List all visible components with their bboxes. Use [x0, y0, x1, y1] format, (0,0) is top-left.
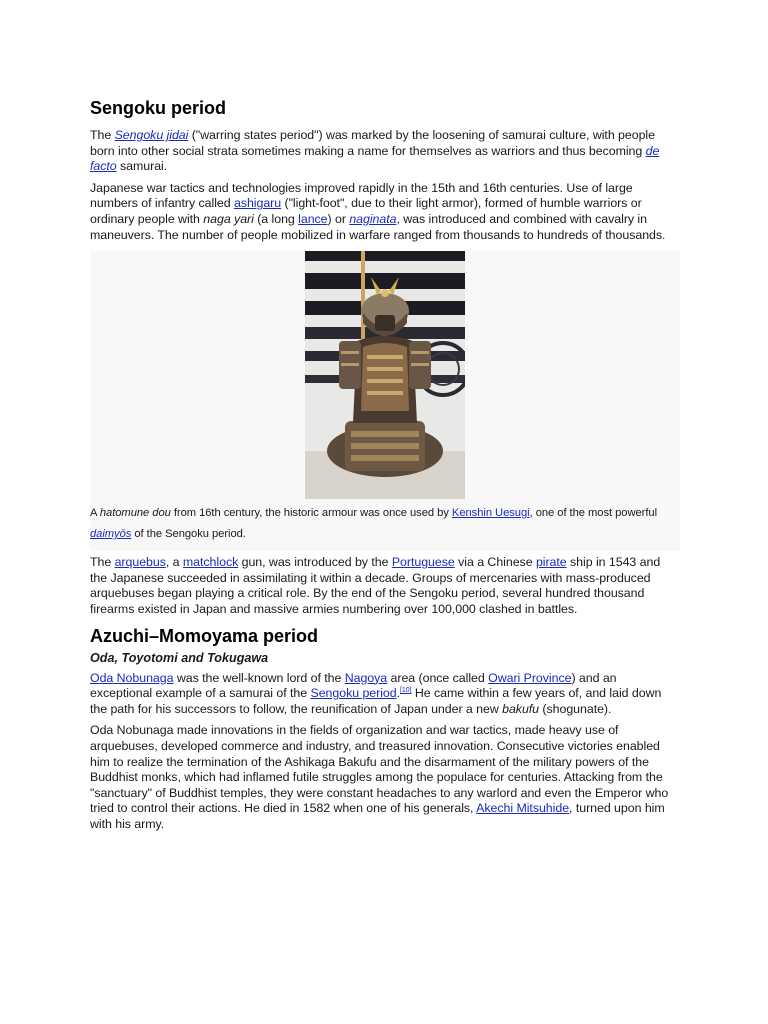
text: He came within a few years of, and laid down the path for his successors to follow, the reunification of Japan under a new	[90, 686, 662, 716]
link-lance[interactable]: lance	[298, 211, 328, 226]
text: , was introduced and combined with cavalry in maneuvers. The number of people mobilized in warfare ranged from thousands to hundreds of thousands.	[90, 211, 666, 242]
text-bakufu: bakufu	[502, 701, 540, 716]
section-heading-azuchi-momoyama: Azuchi–Momoyama period	[90, 625, 319, 646]
text: The	[90, 128, 115, 142]
link-de-facto[interactable]: de facto	[90, 143, 660, 174]
text: ) and an exceptional example of a samurai of the	[90, 670, 617, 701]
text-hatomune-dou: hatomune dou	[99, 507, 171, 520]
link-akechi-mitsuhide[interactable]: Akechi Mitsuhide	[476, 801, 570, 816]
text: ) or	[327, 211, 350, 226]
link-arquebus[interactable]: arquebus	[114, 555, 166, 570]
link-naginata[interactable]: naginata	[349, 211, 397, 226]
link-owari-province[interactable]: Owari Province	[488, 670, 572, 685]
text: of the Sengoku period.	[131, 528, 246, 541]
link-pirate[interactable]: pirate	[535, 555, 567, 570]
link-nagoya[interactable]: Nagoya	[344, 670, 388, 685]
armour-image[interactable]	[305, 251, 465, 499]
text: ("light-foot", due to their light armor), formed of humble warriors or ordinary people with	[90, 196, 642, 226]
armour-photo-illustration	[305, 251, 465, 499]
paragraph-oda-nobunaga	[90, 671, 680, 718]
text: Japanese war tactics and technologies improved rapidly in the 15th and 16th centuries. Use of large numbers of infantry called	[90, 180, 633, 211]
paragraph-arquebus	[90, 555, 680, 617]
text: The	[90, 555, 115, 570]
text: via a Chinese	[454, 555, 536, 570]
paragraph-war-tactics	[90, 181, 680, 243]
text: gun, was introduced by the	[238, 555, 392, 570]
text: , a	[165, 555, 183, 570]
paragraph-sengoku-intro	[90, 128, 680, 175]
text-naga-yari: naga yari	[203, 211, 254, 226]
link-oda-nobunaga[interactable]: Oda Nobunaga	[90, 670, 174, 685]
link-portuguese[interactable]: Portuguese	[391, 555, 455, 570]
text: , turned upon him with his army.	[90, 801, 665, 831]
text: was the well-known lord of the	[173, 670, 345, 685]
text: Oda Nobunaga made innovations in the fields of organization and war tactics, made heavy use of arquebuses, developed commerce and industry, and treasured innovation. Consecutive victories enabled him to realize the termination of the Ashikaga Bakufu and the disarmament of the military powers of the Buddhist monks, which had inflamed futile struggles among the populace for centuries. Attacking from the "sanctuary" of Buddhist temples, they were constant headaches to any warlord and even the Emperor who tried to control their actions. He died in 1582 when one of his generals,	[90, 723, 669, 816]
article-content	[90, 96, 680, 838]
figure-caption	[90, 503, 680, 545]
text: (shogunate).	[539, 701, 612, 716]
subsection-heading: Oda, Toyotomi and Tokugawa	[90, 650, 269, 665]
link-kenshin-uesugi[interactable]: Kenshin Uesugi	[451, 507, 530, 520]
text: A	[90, 507, 100, 520]
section-heading-sengoku: Sengoku period	[90, 98, 227, 118]
link-sengoku-period[interactable]: Sengoku period	[310, 686, 397, 701]
text: ship in 1543 and the Japanese succeeded in assimilating it within a decade. Groups of mercenaries with mass-produced arquebuses began playing a critical role. By the end of the Sengoku period, several hundred thousand firearms existed in Japan and massive armies numbering over 100,000 clashed in battles.	[90, 555, 661, 616]
paragraph-innovations	[90, 723, 680, 832]
link-sengoku-jidai[interactable]: Sengoku jidai	[114, 128, 189, 142]
link-matchlock[interactable]: matchlock	[182, 555, 239, 570]
text: (a long	[253, 211, 299, 226]
text: from 16th century, the historic armour was once used by	[170, 507, 452, 520]
text: ("warring states period") was marked by the loosening of samurai culture, with people born into other social strata sometimes making a name for themselves as warriors and thus becoming	[90, 128, 655, 158]
link-daimyos[interactable]: daimyōs	[90, 528, 132, 541]
figure-armour	[90, 251, 680, 551]
text: samurai.	[116, 159, 168, 174]
text: , one of the most powerful	[529, 507, 658, 520]
reference-link[interactable]: [10]	[400, 687, 412, 694]
text: .	[396, 686, 400, 701]
text: area (once called	[387, 670, 489, 685]
link-ashigaru[interactable]: ashigaru	[233, 196, 282, 211]
